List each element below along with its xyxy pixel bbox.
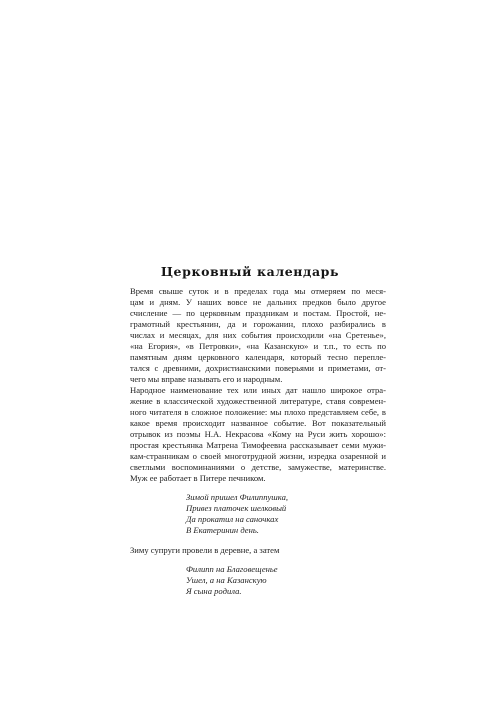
verse-line: Я сына родила.	[186, 586, 242, 596]
text-line: светлыми воспоминаниями о детстве, замужестве, материнстве.	[130, 462, 386, 472]
text-line: простая крестьянка Матрена Тимофеевна рассказывает семи мужи-	[130, 440, 386, 450]
continuation-line: Зиму супруги провели в деревне, а затем	[130, 545, 280, 555]
verse-line: Филипп на Благовещенье	[186, 564, 278, 574]
text-line: отрывок из поэмы Н.А. Некрасова «Кому на Руси жить хорошо»:	[130, 429, 386, 439]
paragraph-intro	[116, 286, 386, 385]
chapter-title: Церковный календарь	[160, 264, 340, 279]
text-line: ного читателя в сложное положение: мы плохо представляем себе, в	[130, 407, 386, 417]
verse-line: Привез платочек шелковый	[186, 503, 287, 513]
text-line: чего мы вправе называть его и народным.	[130, 374, 283, 384]
text-line: кам-странникам о своей многотрудной жизни, изредка озаренной и	[130, 451, 386, 461]
text-line: числах и месяцах, для них события происходили «на Сретенье»,	[130, 330, 386, 340]
paragraph-nekrasov	[116, 385, 386, 484]
text-line: тался с древними, дохристианскими поверьями и приметами, от-	[130, 363, 386, 373]
text-line: жение в классической художественной литературе, ставя современ-	[130, 396, 386, 406]
text-line: какое время происходит названное событие. Вот показательный	[130, 418, 386, 428]
verse-quote-2	[186, 564, 386, 597]
text-line: «на Егория», «в Петровки», «на Казанскую» и т.п., то есть по	[130, 341, 386, 351]
verse-line: Да прокатил на саночках	[186, 514, 279, 524]
text-line: счисление — по церковным праздникам и постам. Простой, не-	[130, 308, 386, 318]
text-line: Время свыше суток и в пределах года мы отмеряем по меся-	[130, 286, 386, 296]
verse-quote-1	[186, 492, 386, 536]
text-line: цам и дням. У наших вовсе не дальних предков было другое	[130, 297, 386, 307]
text-line: памятным дням церковного календаря, который тесно переплe-	[130, 352, 386, 362]
text-line: Муж ее работает в Питере печником.	[130, 473, 266, 483]
chapter-body	[116, 286, 386, 606]
text-line: Народное наименование тех или иных дат нашло широкое отра-	[130, 385, 386, 395]
verse-line: Зимой пришел Филиппушка,	[186, 492, 289, 502]
text-line: грамотный крестьянин, да и горожанин, плохо разбирались в	[130, 319, 386, 329]
verse-line: В Екатеринин день.	[186, 525, 259, 535]
verse-line: Ушел, а на Казанскую	[186, 575, 267, 585]
